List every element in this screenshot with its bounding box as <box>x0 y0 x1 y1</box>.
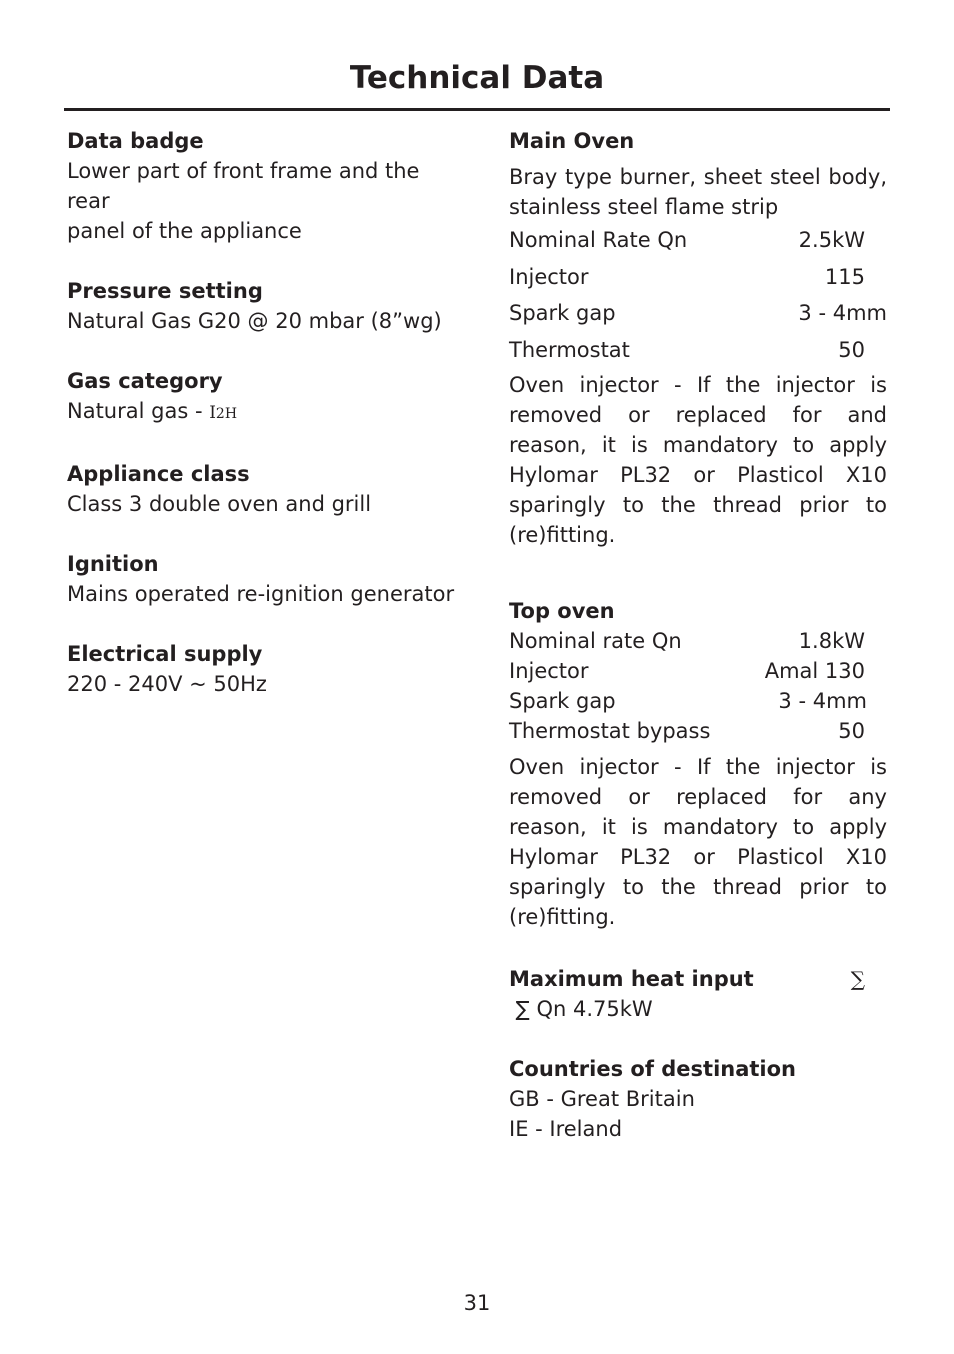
spec-label: Thermostat <box>509 337 630 362</box>
page-title: Technical Data <box>349 60 605 96</box>
spec-value: 50 <box>838 719 865 743</box>
appliance-class-heading: Appliance class <box>67 462 250 486</box>
main-oven-description: Bray type burner, sheet steel body, stainless steel flame strip <box>509 165 887 219</box>
title-divider <box>64 108 890 111</box>
spec-label: Nominal rate Qn <box>509 629 682 653</box>
main-oven-section <box>509 126 887 550</box>
top-oven-note: Oven injector - If the injector is removed or replaced for any reason, it is mandatory to apply Hylomar PL32 or Plasticol X10 sparingly to the thread prior to (re)fitting. <box>509 755 887 929</box>
main-oven-spec-row <box>509 332 887 369</box>
country-item: IE - Ireland <box>509 1117 623 1141</box>
top-oven-spec-row <box>509 686 887 716</box>
right-column <box>509 126 887 1174</box>
spec-value: 2.5kW <box>798 228 865 252</box>
data-badge-line-1: Lower part of front frame and the rear <box>67 159 420 213</box>
electrical-supply-text: 220 - 240V ~ 50Hz <box>67 672 267 696</box>
page-number: 31 <box>463 1291 491 1315</box>
data-badge-section <box>67 126 457 246</box>
spec-label: Spark gap <box>509 689 616 713</box>
gas-category-text <box>67 396 457 429</box>
top-oven-section <box>509 596 887 932</box>
spec-label: Spark gap <box>509 301 616 325</box>
main-oven-heading: Main Oven <box>509 129 635 153</box>
pressure-setting-section <box>67 276 457 336</box>
data-badge-line-2: panel of the appliance <box>67 219 302 243</box>
pressure-setting-heading: Pressure setting <box>67 279 263 303</box>
top-oven-spec-row <box>509 656 887 686</box>
ignition-section <box>67 549 457 609</box>
sigma-symbol: ∑ <box>850 967 865 991</box>
ignition-heading: Ignition <box>67 552 159 576</box>
maximum-heat-input-heading-line <box>509 964 887 994</box>
spec-value: 3 - 4mm <box>798 301 887 325</box>
spec-label: Nominal Rate Qn <box>509 228 688 252</box>
appliance-class-section <box>67 459 457 519</box>
electrical-supply-section <box>67 639 457 699</box>
gas-category-heading: Gas category <box>67 369 223 393</box>
left-column <box>67 126 457 729</box>
gas-category-section <box>67 366 457 429</box>
spec-value: 50 <box>838 337 865 362</box>
spec-label: Thermostat bypass <box>509 719 711 743</box>
maximum-heat-input-section <box>509 964 887 1024</box>
spec-value: 1.8kW <box>798 629 865 653</box>
gas-category-prefix: Natural gas - <box>67 399 210 423</box>
main-oven-note: Oven injector - If the injector is removed or replaced for and reason, it is mandatory to apply Hylomar PL32 or Plasticol X10 sparingly to the thread prior to (re)fitting. <box>509 373 887 547</box>
main-oven-spec-row <box>509 222 887 259</box>
spec-label: Injector <box>509 659 589 683</box>
maximum-heat-input-value: ∑ Qn 4.75kW <box>509 997 653 1021</box>
gas-category-symbol: I <box>209 403 216 423</box>
spec-label: Injector <box>509 264 589 289</box>
countries-section <box>509 1054 887 1144</box>
ignition-text: Mains operated re-ignition generator <box>67 582 455 606</box>
spec-value: 115 <box>824 264 865 289</box>
main-oven-spec-row <box>509 295 887 332</box>
countries-heading: Countries of destination <box>509 1057 797 1081</box>
pressure-setting-text: Natural Gas G20 @ 20 mbar (8”wg) <box>67 309 442 333</box>
main-oven-spec-row <box>509 259 887 296</box>
country-item: GB - Great Britain <box>509 1087 695 1111</box>
top-oven-spec-row <box>509 626 887 656</box>
spec-value: 3 - 4mm <box>778 689 867 713</box>
spec-value: Amal 130 <box>764 659 865 683</box>
gas-category-subscript: 2H <box>215 406 238 422</box>
electrical-supply-heading: Electrical supply <box>67 642 263 666</box>
data-badge-heading: Data badge <box>67 129 204 153</box>
maximum-heat-input-heading: Maximum heat input <box>509 967 754 991</box>
appliance-class-text: Class 3 double oven and grill <box>67 492 372 516</box>
top-oven-heading: Top oven <box>509 599 615 623</box>
top-oven-spec-row <box>509 716 887 746</box>
